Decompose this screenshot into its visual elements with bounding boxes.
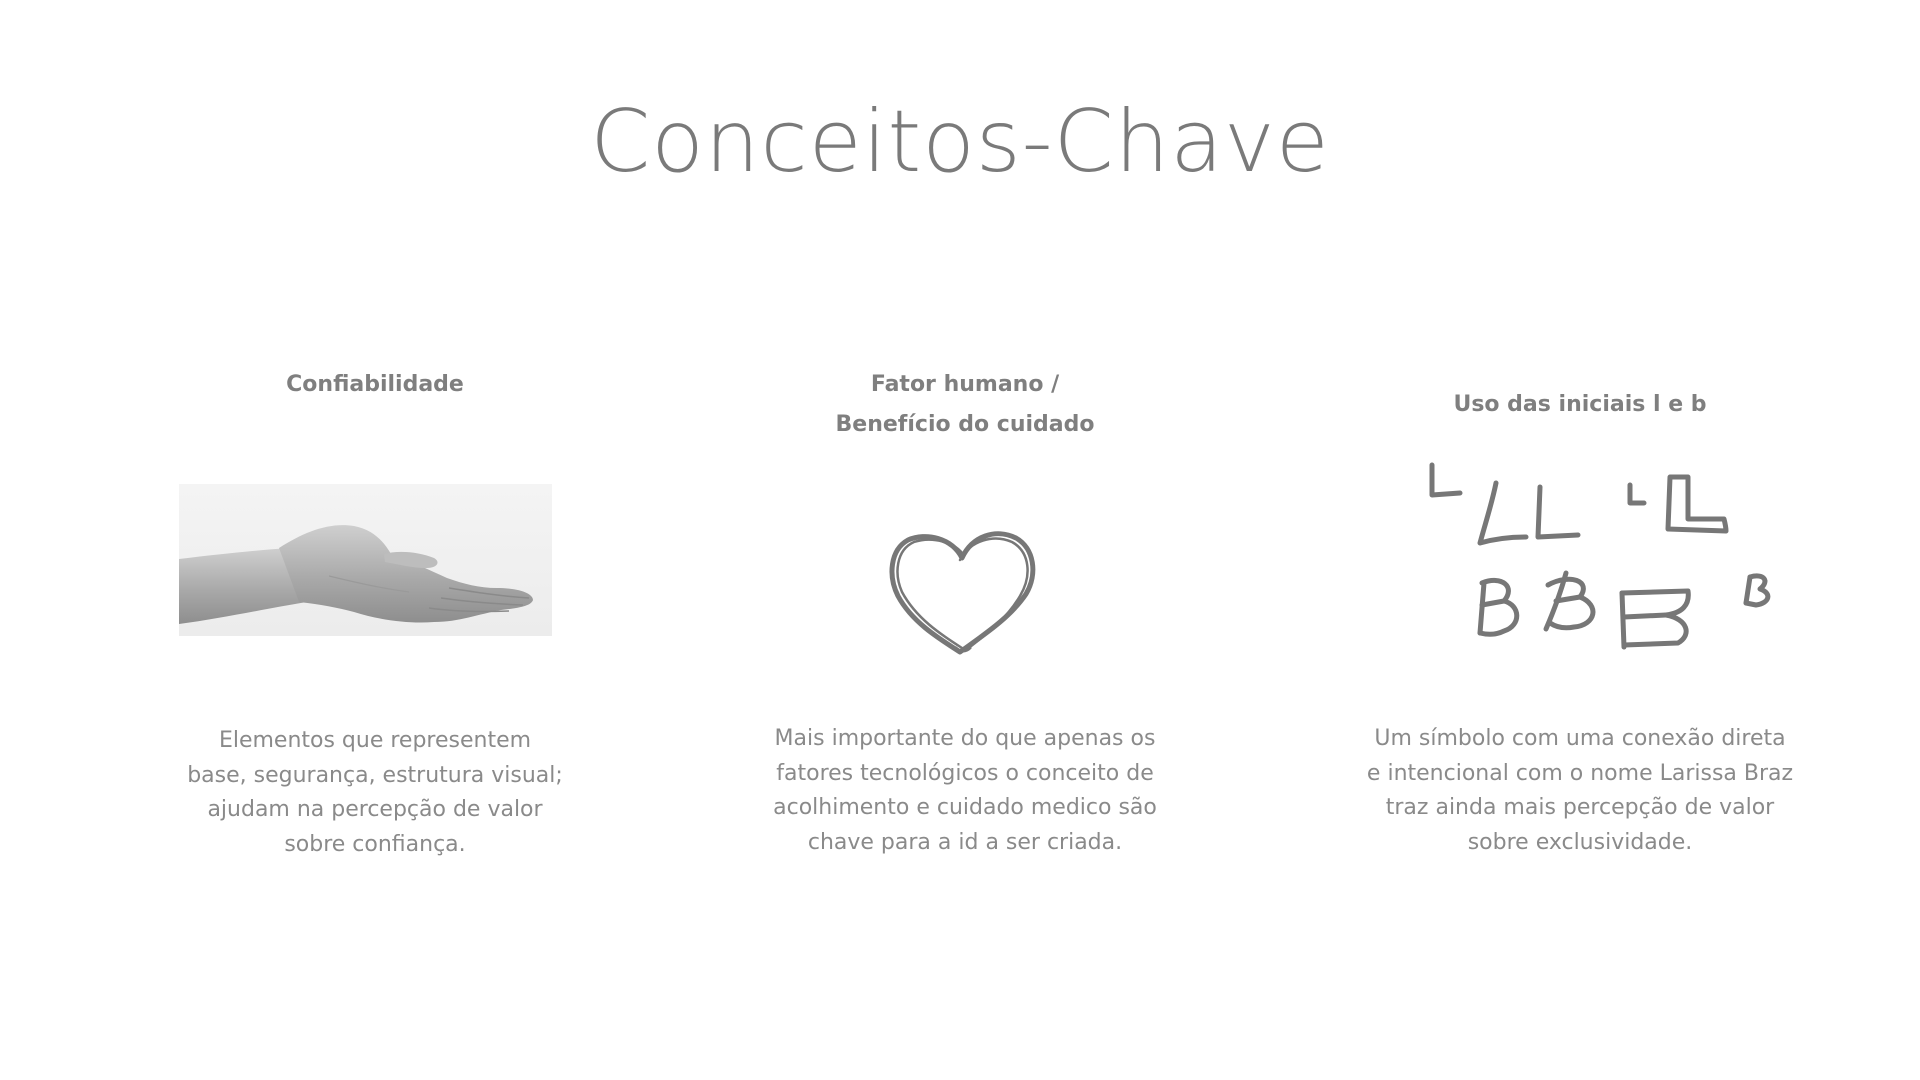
heading-line: Fator humano /	[870, 372, 1060, 397]
description-line: traz ainda mais percepção de valor	[1385, 795, 1775, 820]
description-line: chave para a id a ser criada.	[807, 829, 1123, 855]
open-hand-photo	[179, 484, 552, 636]
description-line: ajudam na percepção de valor	[207, 797, 543, 822]
description-line: Um símbolo com uma conexão direta	[1374, 726, 1786, 751]
page-title: Conceitos-Chave	[590, 92, 1330, 192]
description-fator-humano	[735, 722, 1195, 860]
heading-fator-humano	[765, 365, 1165, 445]
description-line: base, segurança, estrutura visual;	[187, 762, 563, 788]
description-line: Elementos que representem	[218, 728, 532, 753]
description-line: e intencional com o nome Larissa Braz	[1366, 760, 1794, 786]
description-line: Mais importante do que apenas os	[774, 726, 1156, 751]
heading-line: Uso das iniciais l e b	[1453, 392, 1707, 417]
description-line: acolhimento e cuidado medico são	[773, 795, 1157, 820]
heading-iniciais	[1380, 385, 1780, 425]
description-confiabilidade	[145, 724, 605, 862]
heading-line: Confiabilidade	[286, 372, 464, 397]
description-line: fatores tecnológicos o conceito de	[776, 760, 1154, 786]
description-line: sobre exclusividade.	[1467, 829, 1693, 855]
heading-line: Benefício do cuidado	[835, 412, 1095, 437]
description-iniciais	[1350, 722, 1810, 860]
heading-confiabilidade	[175, 365, 575, 405]
initials-sketch	[1420, 455, 1780, 665]
description-line: sobre confiança.	[284, 831, 466, 857]
heart-icon	[886, 528, 1040, 656]
